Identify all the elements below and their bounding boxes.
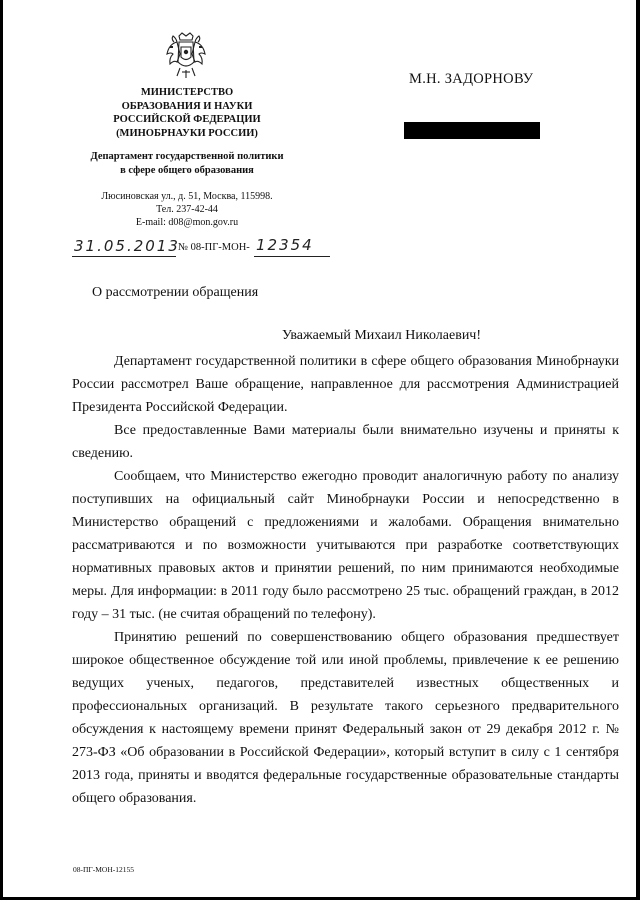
coat-of-arms-emblem-icon xyxy=(165,32,207,80)
date-underline xyxy=(72,256,176,257)
department-line: в сфере общего образования xyxy=(120,164,254,176)
scan-border-right xyxy=(636,0,640,900)
sender-address xyxy=(62,190,312,229)
body-paragraph: Сообщаем, что Министерство ежегодно проводит аналогичную работу по анализу поступивших на официальный сайт Минобрнауки России и непосредственно в Министерство обращений с предложениями и жалобами. Обращения внимательно рассматриваются и по возможности учитываются при разработке соответствующих нормативных правовых актов и принятии решений, по ним принимаются необходимые меры. Для информации: в 2011 году было рассмотрено 25 тыс. обращений граждан, в 2012 году – 31 тыс. (не считая обращений по телефону). xyxy=(72,469,619,622)
ministry-line: МИНИСТЕРСТВО xyxy=(140,87,234,98)
redacted-block xyxy=(404,122,540,139)
body-paragraph: Департамент государственной политики в сфере общего образования Минобрнауки России рассмотрел Ваше обращение, направленное для рассмотрения Администрацией Президента Российской Федерации. xyxy=(72,354,619,415)
handwritten-date: 31.05.2013 xyxy=(74,237,180,255)
salutation: Уважаемый Михаил Николаевич! xyxy=(282,328,482,343)
body-paragraph: Все предоставленные Вами материалы были внимательно изучены и приняты к сведению. xyxy=(72,423,619,461)
number-underline xyxy=(254,256,330,257)
footer-document-code: 08-ПГ-МОН-12155 xyxy=(73,865,134,874)
addressee-name: М.Н. ЗАДОРНОВУ xyxy=(409,71,534,87)
letter-body xyxy=(72,350,619,810)
registration-number-prefix: № 08-ПГ-МОН- xyxy=(178,242,250,253)
department-line: Департамент государственной политики xyxy=(90,151,284,162)
letter-subject: О рассмотрении обращения xyxy=(92,285,259,300)
handwritten-registration-number: 12354 xyxy=(256,236,314,254)
address-email: E-mail: d08@mon.gov.ru xyxy=(135,217,239,228)
department-name xyxy=(62,150,312,177)
ministry-line: РОССИЙСКОЙ ФЕДЕРАЦИИ xyxy=(113,114,261,125)
body-paragraph: Принятию решений по совершенствованию общего образования предшествует широкое общественное обсуждение той или иной проблемы, привлечение к ее решению ведущих ученых, педагогов, представителей известных общественных и профессиональных организаций. В результате такого серьезного предварительного обсуждения к настоящему времени принят Федеральный закон от 29 декабря 2012 г. № 273-ФЗ «Об образовании в Российской Федерации», который вступит в силу с 1 сентября 2013 года, приняты и вводятся федеральные государственные образовательные стандарты общего образования. xyxy=(72,630,619,806)
address-street: Люсиновская ул., д. 51, Москва, 115998. xyxy=(101,191,273,202)
ministry-name xyxy=(92,86,282,140)
ministry-line: (МИНОБРНАУКИ РОССИИ) xyxy=(116,127,258,139)
address-phone: Тел. 237-42-44 xyxy=(156,204,218,215)
scan-border-left xyxy=(0,0,3,900)
ministry-line: ОБРАЗОВАНИЯ И НАУКИ xyxy=(121,100,253,112)
